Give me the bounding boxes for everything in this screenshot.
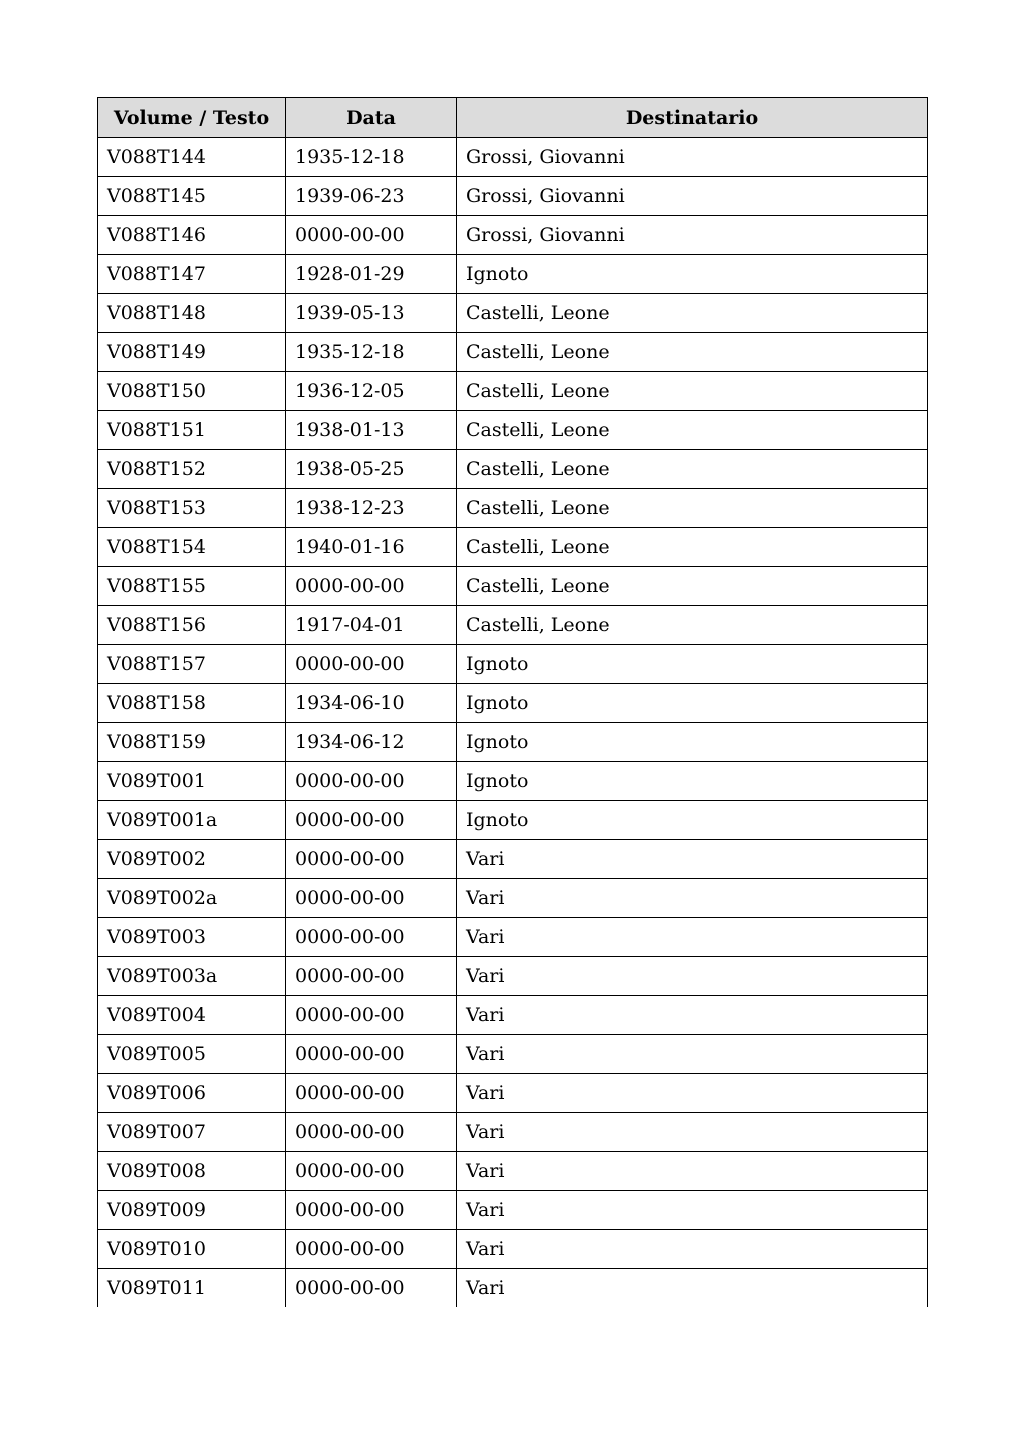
cell-data: 1917-04-01	[286, 606, 457, 645]
cell-volume-testo: V088T154	[98, 528, 286, 567]
cell-data: 0000-00-00	[286, 918, 457, 957]
table-row	[98, 450, 928, 489]
table-row	[98, 684, 928, 723]
column-header-data: Data	[286, 98, 457, 138]
cell-data: 1939-06-23	[286, 177, 457, 216]
cell-destinatario: Ignoto	[457, 645, 928, 684]
cell-data: 1934-06-12	[286, 723, 457, 762]
cell-data: 1935-12-18	[286, 138, 457, 177]
cell-volume-testo: V088T156	[98, 606, 286, 645]
table-row	[98, 255, 928, 294]
cell-destinatario: Vari	[457, 1035, 928, 1074]
table-row	[98, 606, 928, 645]
cell-data: 1940-01-16	[286, 528, 457, 567]
cell-volume-testo: V088T152	[98, 450, 286, 489]
table-row	[98, 1152, 928, 1191]
cell-destinatario: Castelli, Leone	[457, 333, 928, 372]
cell-destinatario: Castelli, Leone	[457, 450, 928, 489]
table-row	[98, 918, 928, 957]
cell-destinatario: Castelli, Leone	[457, 567, 928, 606]
cell-volume-testo: V089T008	[98, 1152, 286, 1191]
cell-data: 0000-00-00	[286, 1074, 457, 1113]
cell-destinatario: Castelli, Leone	[457, 606, 928, 645]
cell-data: 0000-00-00	[286, 1152, 457, 1191]
cell-volume-testo: V089T007	[98, 1113, 286, 1152]
cell-data: 0000-00-00	[286, 840, 457, 879]
cell-destinatario: Ignoto	[457, 255, 928, 294]
cell-data: 0000-00-00	[286, 879, 457, 918]
cell-destinatario: Ignoto	[457, 684, 928, 723]
cell-destinatario: Vari	[457, 840, 928, 879]
records-table	[97, 97, 928, 1307]
cell-destinatario: Castelli, Leone	[457, 528, 928, 567]
table-row	[98, 1035, 928, 1074]
table-row	[98, 801, 928, 840]
cell-data: 1938-01-13	[286, 411, 457, 450]
cell-volume-testo: V088T144	[98, 138, 286, 177]
table-row	[98, 333, 928, 372]
cell-data: 0000-00-00	[286, 801, 457, 840]
cell-volume-testo: V088T157	[98, 645, 286, 684]
table-row	[98, 177, 928, 216]
table-row	[98, 723, 928, 762]
cell-data: 1939-05-13	[286, 294, 457, 333]
cell-data: 0000-00-00	[286, 996, 457, 1035]
cell-volume-testo: V088T153	[98, 489, 286, 528]
cell-data: 1938-12-23	[286, 489, 457, 528]
cell-destinatario: Vari	[457, 957, 928, 996]
cell-destinatario: Vari	[457, 996, 928, 1035]
cell-volume-testo: V089T011	[98, 1269, 286, 1308]
cell-volume-testo: V089T001a	[98, 801, 286, 840]
cell-volume-testo: V088T150	[98, 372, 286, 411]
table-row	[98, 1191, 928, 1230]
cell-volume-testo: V089T002	[98, 840, 286, 879]
cell-destinatario: Grossi, Giovanni	[457, 138, 928, 177]
cell-volume-testo: V088T149	[98, 333, 286, 372]
cell-destinatario: Vari	[457, 918, 928, 957]
table-row	[98, 957, 928, 996]
cell-destinatario: Ignoto	[457, 762, 928, 801]
cell-volume-testo: V088T155	[98, 567, 286, 606]
cell-destinatario: Castelli, Leone	[457, 372, 928, 411]
table-row	[98, 411, 928, 450]
table-row	[98, 1074, 928, 1113]
table-row	[98, 840, 928, 879]
table-body	[98, 138, 928, 1308]
cell-data: 1938-05-25	[286, 450, 457, 489]
cell-volume-testo: V088T146	[98, 216, 286, 255]
cell-destinatario: Grossi, Giovanni	[457, 177, 928, 216]
cell-data: 0000-00-00	[286, 762, 457, 801]
cell-destinatario: Vari	[457, 1269, 928, 1308]
cell-data: 0000-00-00	[286, 216, 457, 255]
cell-volume-testo: V088T147	[98, 255, 286, 294]
cell-volume-testo: V088T151	[98, 411, 286, 450]
cell-destinatario: Castelli, Leone	[457, 411, 928, 450]
cell-data: 0000-00-00	[286, 1269, 457, 1308]
cell-volume-testo: V089T010	[98, 1230, 286, 1269]
cell-volume-testo: V089T006	[98, 1074, 286, 1113]
table-row	[98, 1269, 928, 1308]
cell-volume-testo: V088T158	[98, 684, 286, 723]
table-row	[98, 372, 928, 411]
cell-data: 1936-12-05	[286, 372, 457, 411]
cell-data: 0000-00-00	[286, 1230, 457, 1269]
table-row	[98, 567, 928, 606]
table-row	[98, 1113, 928, 1152]
cell-volume-testo: V089T003a	[98, 957, 286, 996]
cell-volume-testo: V088T159	[98, 723, 286, 762]
cell-destinatario: Vari	[457, 1152, 928, 1191]
cell-data: 0000-00-00	[286, 1191, 457, 1230]
cell-volume-testo: V088T148	[98, 294, 286, 333]
cell-volume-testo: V089T003	[98, 918, 286, 957]
table-row	[98, 216, 928, 255]
column-header-destinatario: Destinatario	[457, 98, 928, 138]
cell-data: 0000-00-00	[286, 567, 457, 606]
cell-destinatario: Vari	[457, 1230, 928, 1269]
cell-volume-testo: V089T004	[98, 996, 286, 1035]
cell-destinatario: Ignoto	[457, 723, 928, 762]
cell-destinatario: Castelli, Leone	[457, 489, 928, 528]
table-row	[98, 645, 928, 684]
table-row	[98, 489, 928, 528]
cell-volume-testo: V088T145	[98, 177, 286, 216]
cell-destinatario: Vari	[457, 1191, 928, 1230]
cell-data: 0000-00-00	[286, 1035, 457, 1074]
header-row	[98, 98, 928, 138]
cell-data: 1928-01-29	[286, 255, 457, 294]
cell-destinatario: Vari	[457, 1113, 928, 1152]
cell-volume-testo: V089T009	[98, 1191, 286, 1230]
table-row	[98, 528, 928, 567]
cell-data: 0000-00-00	[286, 1113, 457, 1152]
cell-data: 0000-00-00	[286, 957, 457, 996]
cell-destinatario: Grossi, Giovanni	[457, 216, 928, 255]
table-row	[98, 879, 928, 918]
cell-destinatario: Castelli, Leone	[457, 294, 928, 333]
cell-volume-testo: V089T002a	[98, 879, 286, 918]
column-header-volume-testo: Volume / Testo	[98, 98, 286, 138]
cell-data: 1935-12-18	[286, 333, 457, 372]
table-row	[98, 138, 928, 177]
table-row	[98, 294, 928, 333]
cell-destinatario: Ignoto	[457, 801, 928, 840]
table-row	[98, 762, 928, 801]
cell-destinatario: Vari	[457, 1074, 928, 1113]
cell-destinatario: Vari	[457, 879, 928, 918]
table-row	[98, 996, 928, 1035]
cell-data: 0000-00-00	[286, 645, 457, 684]
cell-data: 1934-06-10	[286, 684, 457, 723]
table-row	[98, 1230, 928, 1269]
cell-volume-testo: V089T001	[98, 762, 286, 801]
cell-volume-testo: V089T005	[98, 1035, 286, 1074]
